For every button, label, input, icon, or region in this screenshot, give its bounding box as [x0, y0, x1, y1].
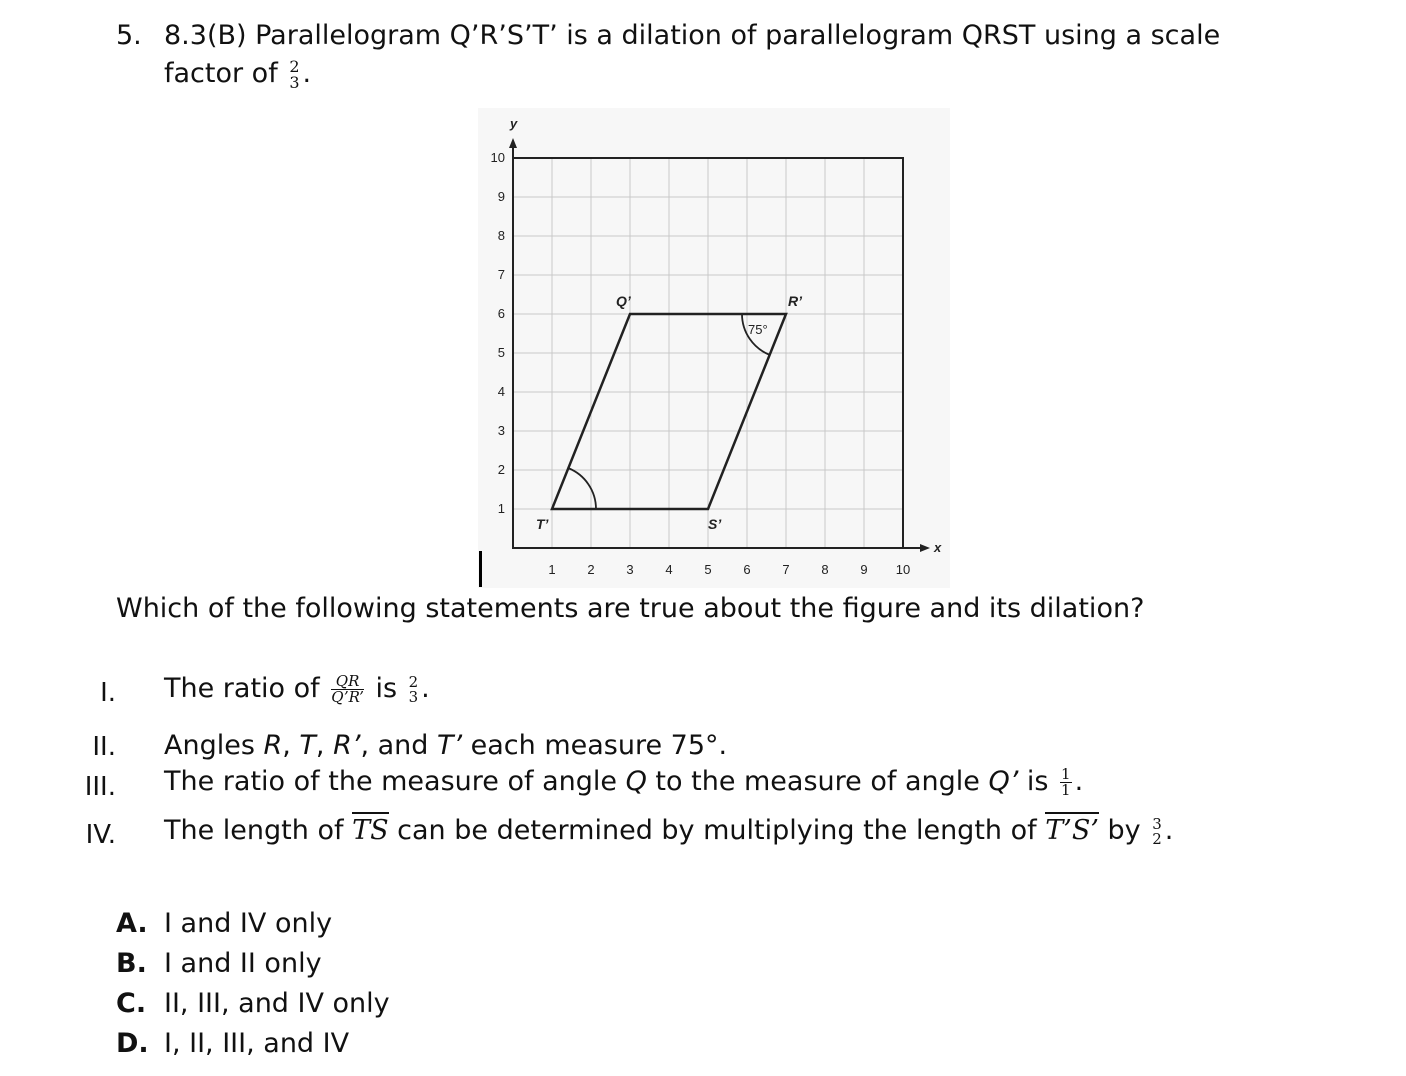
statement-i-value-fraction [408, 672, 419, 706]
x-tick-label: 9 [860, 562, 868, 577]
scale-factor-fraction [289, 56, 300, 92]
x-tick-label: 2 [587, 562, 595, 577]
question-number: 5. [116, 20, 142, 51]
y-tick-label: 4 [497, 384, 505, 399]
x-tick-label: 5 [704, 562, 712, 577]
qr-numerator: QR [331, 674, 364, 690]
statement-iii-value-den: 1 [1061, 781, 1071, 799]
statement-i-suffix: . [421, 673, 430, 704]
statement-iv-a: The length of [164, 815, 344, 846]
statement-iv-value-fraction [1152, 814, 1162, 848]
statement-ii-i: each measure 75°. [462, 730, 728, 761]
statement-ii-g: , and [360, 730, 437, 761]
angle-q-prime: Q’ [988, 766, 1019, 797]
y-tick-label: 10 [490, 150, 505, 165]
statement-i [164, 673, 430, 705]
x-tick-label: 8 [821, 562, 829, 577]
question-text-line2 [164, 58, 311, 91]
choice-c-text[interactable]: II, III, and IV only [164, 988, 390, 1019]
statement-i-value-num: 2 [408, 672, 419, 691]
statement-i-number: I. [100, 678, 116, 708]
statement-i-prefix: The ratio of [164, 673, 320, 704]
angle-label: 75° [748, 322, 768, 337]
statement-iii [164, 766, 1083, 798]
y-tick-label: 1 [497, 501, 505, 516]
statement-iv-value-num: 3 [1152, 814, 1162, 833]
choice-a-text[interactable]: I and IV only [164, 908, 333, 939]
statement-ii-a: Angles [164, 730, 264, 761]
x-tick-label: 7 [782, 562, 790, 577]
statement-iii-number: III. [84, 772, 116, 802]
statement-iii-e: is [1018, 766, 1049, 797]
angle-t-prime: T’ [436, 730, 463, 761]
prompt-text: Which of the following statements are true about the figure and its dilation? [116, 593, 1145, 624]
statement-iii-value-num: 1 [1061, 765, 1071, 783]
segment-ts: TS [352, 812, 389, 846]
coordinate-graph [478, 108, 950, 588]
angle-r: R [263, 730, 283, 761]
statement-ii [164, 730, 727, 761]
qr-ratio-fraction [331, 674, 364, 705]
choice-a-letter[interactable]: A. [116, 908, 148, 939]
y-tick-label: 9 [497, 189, 505, 204]
statement-iii-suffix: . [1074, 766, 1084, 797]
y-tick-label: 5 [497, 345, 505, 360]
vertex-label: S’ [708, 516, 722, 532]
x-tick-label: 4 [665, 562, 673, 577]
choice-d-letter[interactable]: D. [116, 1028, 149, 1059]
statement-iii-a: The ratio of the measure of angle [164, 766, 626, 797]
y-tick-label: 2 [497, 462, 505, 477]
statement-iv-suffix: . [1164, 815, 1174, 846]
x-tick-label: 1 [548, 562, 556, 577]
y-tick-label: 3 [497, 423, 505, 438]
statement-iv-c: by [1107, 815, 1141, 846]
y-tick-label: 7 [497, 267, 505, 282]
statement-iv-number: IV. [85, 820, 116, 850]
scale-denominator: 3 [289, 72, 300, 92]
statement-iv [164, 815, 1173, 847]
y-axis-label: y [510, 116, 518, 131]
scale-numerator: 2 [289, 56, 300, 76]
statement-i-mid: is [375, 673, 398, 704]
statement-iii-c: to the measure of angle [646, 766, 989, 797]
x-tick-label: 6 [743, 562, 751, 577]
statement-ii-number: II. [92, 732, 116, 762]
choice-d-text[interactable]: I, II, III, and IV [164, 1028, 350, 1059]
angle-t: T [299, 730, 316, 761]
factor-label: factor of [164, 58, 278, 89]
qr-denominator: Q’R’ [331, 688, 364, 706]
choice-c-letter[interactable]: C. [116, 988, 147, 1019]
x-tick-label: 10 [895, 562, 911, 577]
period: . [302, 58, 312, 89]
choice-b-text[interactable]: I and II only [164, 948, 322, 979]
statement-ii-e: , [315, 730, 334, 761]
y-tick-label: 6 [497, 306, 505, 321]
statement-ii-c: , [282, 730, 300, 761]
angle-q: Q [625, 766, 647, 797]
segment-t-prime-s-prime: T’S’ [1045, 812, 1099, 846]
choice-b-letter[interactable]: B. [116, 948, 147, 979]
vertex-label: R’ [788, 293, 802, 309]
question-text: 8.3(B) Parallelogram Q’R’S’T’ is a dilation of parallelogram QRST using a scale [164, 20, 1221, 51]
vertex-label: T’ [536, 516, 549, 532]
statement-iv-b: can be determined by multiplying the length of [397, 815, 1037, 846]
y-tick-label: 8 [497, 228, 505, 243]
vertex-label: Q’ [616, 293, 631, 309]
text-cursor [479, 551, 482, 587]
angle-r-prime: R’ [333, 730, 361, 761]
statement-iii-value-fraction [1060, 767, 1072, 798]
statement-i-value-den: 3 [408, 687, 419, 706]
x-axis-label: x [934, 540, 942, 555]
x-tick-label: 3 [626, 562, 634, 577]
statement-iv-value-den: 2 [1152, 829, 1162, 848]
